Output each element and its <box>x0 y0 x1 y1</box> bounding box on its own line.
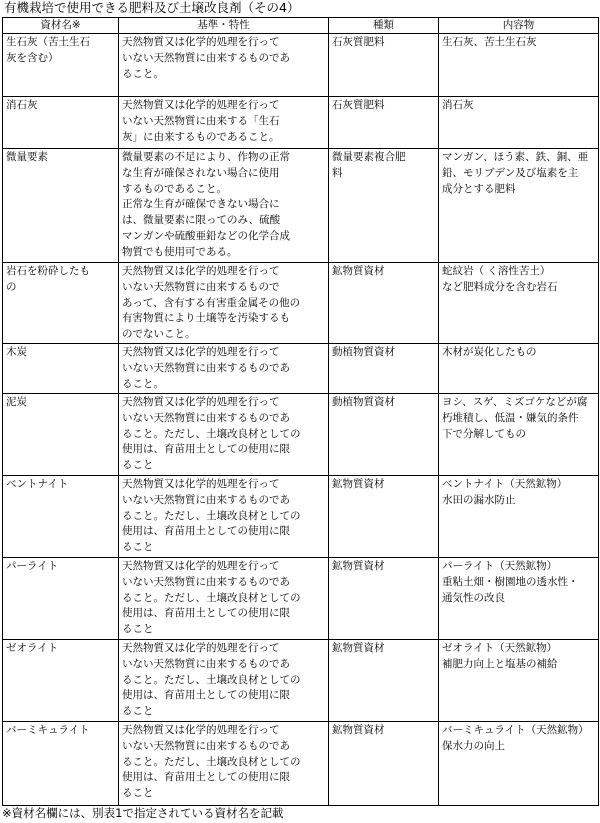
cell-name: 泥炭 <box>3 394 119 476</box>
column-header-name: 資材名※ <box>3 18 119 34</box>
column-header-content: 内容物 <box>439 18 599 34</box>
cell-content: パーライト（天然鉱物） 重粘土畑・樹園地の透水性・ 通気性の改良 <box>439 558 599 640</box>
cell-type: 石灰質肥料 <box>329 34 439 97</box>
table-row <box>3 34 599 97</box>
footnote: ※資材名欄には、別表1で指定されている資材名を記載 <box>2 806 284 820</box>
cell-type: 鉱物質資材 <box>329 476 439 558</box>
cell-standard: 天然物質又は化学的処理を行って いない天然物質に由来するものであ ること。ただし、土壌改良材としての 使用は、育苗用土としての使用に限 ること <box>119 476 329 558</box>
cell-content: バーミキュライト（天然鉱物） 保水力の向上 <box>439 722 599 806</box>
table-row <box>3 394 599 476</box>
cell-type: 微量要素複合肥 料 <box>329 149 439 263</box>
cell-content: 蛇紋岩（ く溶性苦土） など肥料成分を含む岩石 <box>439 263 599 344</box>
materials-table <box>2 17 599 806</box>
cell-type: 鉱物質資材 <box>329 722 439 806</box>
cell-standard: 微量要素の不足により、作物の正常 な生育が確保されない場合に使用 するものであること。 正常な生育が確保できない場合に は、微量要素に限ってのみ、硫酸 マンガンや硫酸亜鉛などの化学合成 物質でも使用可である。 <box>119 149 329 263</box>
cell-standard: 天然物質又は化学的処理を行って いない天然物質に由来するものであ ること。ただし、土壌改良材としての 使用は、育苗用土としての使用に限 ること <box>119 722 329 806</box>
page-title: 有機栽培で使用できる肥料及び土壌改良剤（その4） <box>4 0 300 15</box>
table-header-row <box>3 18 599 34</box>
column-header-type: 種類 <box>329 18 439 34</box>
table-row <box>3 476 599 558</box>
table-row <box>3 640 599 722</box>
cell-type: 動植物質資材 <box>329 394 439 476</box>
cell-name: パーライト <box>3 558 119 640</box>
cell-content: ベントナイト（天然鉱物） 水田の漏水防止 <box>439 476 599 558</box>
cell-standard: 天然物質又は化学的処理を行って いない天然物質に由来するものであ ること。ただし、土壌改良材としての 使用は、育苗用土としての使用に限 ること <box>119 558 329 640</box>
cell-standard: 天然物質又は化学的処理を行って いない天然物質に由来するものであ ること。ただし、土壌改良材としての 使用は、育苗用土としての使用に限 ること <box>119 394 329 476</box>
cell-name: バーミキュライト <box>3 722 119 806</box>
table-row <box>3 149 599 263</box>
cell-type: 動植物質資材 <box>329 344 439 394</box>
cell-name: 消石灰 <box>3 97 119 149</box>
cell-content: ゼオライト（天然鉱物） 補肥力向上と塩基の補給 <box>439 640 599 722</box>
cell-content: 消石灰 <box>439 97 599 149</box>
cell-name: ベントナイト <box>3 476 119 558</box>
cell-standard: 天然物質又は化学的処理を行って いない天然物質に由来するものであ ること。 <box>119 34 329 97</box>
table-row <box>3 558 599 640</box>
table-row <box>3 263 599 344</box>
cell-type: 鉱物質資材 <box>329 263 439 344</box>
cell-content: マンガン、ほう素、鉄、銅、亜 鉛、モリブデン及び塩素を主 成分とする肥料 <box>439 149 599 263</box>
cell-name: 生石灰（苦土生石 灰を含む） <box>3 34 119 97</box>
cell-type: 石灰質肥料 <box>329 97 439 149</box>
cell-name: ゼオライト <box>3 640 119 722</box>
cell-content: 木材が炭化したもの <box>439 344 599 394</box>
cell-name: 岩石を粉砕したも の <box>3 263 119 344</box>
table-row <box>3 344 599 394</box>
cell-name: 微量要素 <box>3 149 119 263</box>
cell-standard: 天然物質又は化学的処理を行って いない天然物質に由来するもので あって、含有する有害重金属その他の 有害物質により土壌等を汚染するも のでないこと。 <box>119 263 329 344</box>
cell-type: 鉱物質資材 <box>329 558 439 640</box>
cell-name: 木炭 <box>3 344 119 394</box>
column-header-standard: 基準・特性 <box>119 18 329 34</box>
cell-standard: 天然物質又は化学的処理を行って いない天然物質に由来する「生石 灰」に由来するものであること。 <box>119 97 329 149</box>
cell-standard: 天然物質又は化学的処理を行って いない天然物質に由来するものであ ること。ただし、土壌改良材としての 使用は、育苗用土としての使用に限 ること <box>119 640 329 722</box>
cell-type: 鉱物質資材 <box>329 640 439 722</box>
cell-standard: 天然物質又は化学的処理を行って いない天然物質に由来するものであ ること。 <box>119 344 329 394</box>
table-row <box>3 97 599 149</box>
table-row <box>3 722 599 806</box>
cell-content: 生石灰、苦土生石灰 <box>439 34 599 97</box>
cell-content: ヨシ、スゲ、ミズゴケなどが腐 朽堆積し、低温・嫌気的条件 下で分解してもの <box>439 394 599 476</box>
